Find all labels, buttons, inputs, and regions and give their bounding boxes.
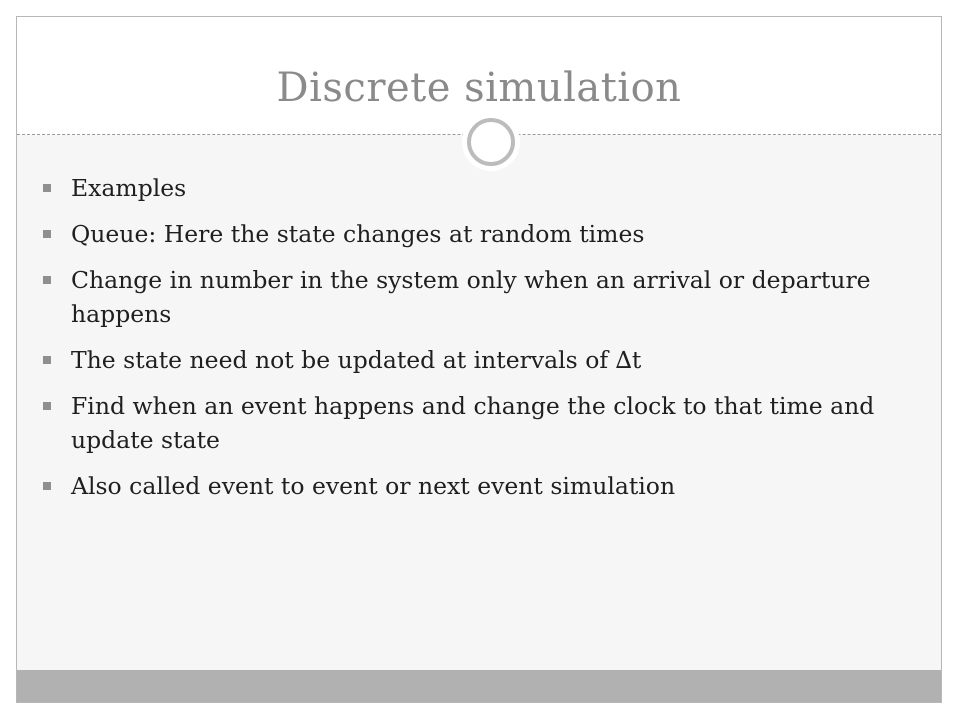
bullet-item [40, 343, 920, 377]
square-bullet-icon [43, 482, 51, 490]
bullet-item [40, 469, 920, 503]
slide-title: Discrete simulation [276, 65, 682, 111]
circle-ring-icon [462, 113, 520, 171]
bullet-text: Change in number in the system only when an arrival or departure happens [71, 266, 871, 328]
square-bullet-icon [43, 402, 51, 410]
slide-frame [16, 16, 942, 703]
bullet-text: Examples [71, 174, 187, 202]
bullet-text: Queue: Here the state changes at random times [71, 220, 645, 248]
footer-bar [17, 670, 941, 702]
square-bullet-icon [43, 356, 51, 364]
ring-inner [467, 118, 515, 166]
bullet-item [40, 389, 920, 457]
bullet-text: The state need not be updated at intervals of ∆t [71, 346, 642, 374]
bullet-item [40, 217, 920, 251]
bullet-text: Find when an event happens and change the clock to that time and update state [71, 392, 875, 454]
square-bullet-icon [43, 184, 51, 192]
square-bullet-icon [43, 230, 51, 238]
bullet-item [40, 263, 920, 331]
square-bullet-icon [43, 276, 51, 284]
bullet-item [40, 171, 920, 205]
bullet-text: Also called event to event or next event simulation [71, 472, 676, 500]
bullet-list [40, 171, 920, 515]
